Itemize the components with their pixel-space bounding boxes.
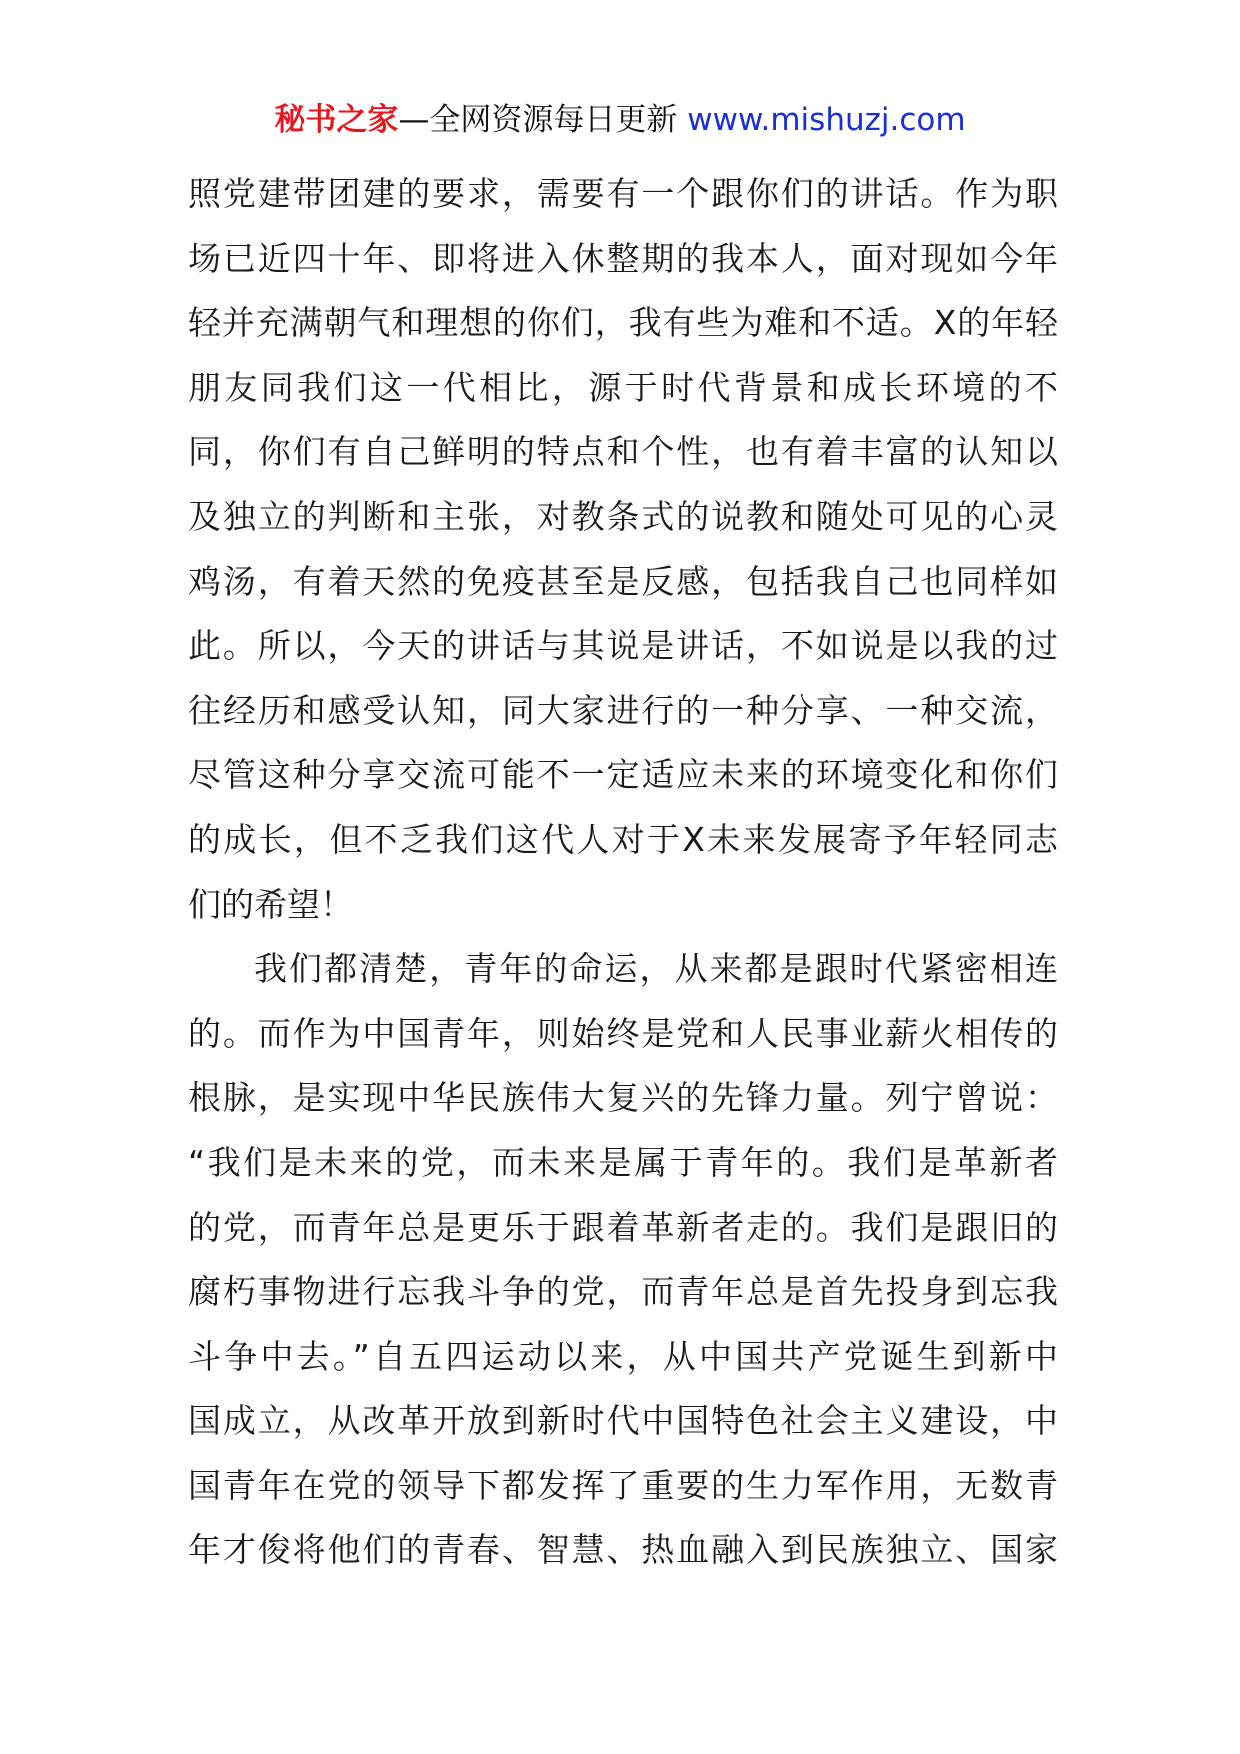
text-line: 的。而作为中国青年，则始终是党和人民事业薪火相传的: [188, 1013, 1058, 1053]
text-line: 鸡汤，有着天然的免疫甚至是反感，包括我自己也同样如: [188, 561, 1058, 601]
text-line: 照党建带团建的要求，需要有一个跟你们的讲话。作为职: [188, 174, 1058, 213]
site-header: [0, 100, 1240, 140]
text-line: 同，你们有自己鲜明的特点和个性，也有着丰富的认知以: [188, 432, 1058, 472]
site-tagline: —全网资源每日更新: [398, 102, 678, 138]
text-line: 场已近四十年、即将进入休整期的我本人，面对现如今年: [188, 238, 1058, 278]
text-line: 国青年在党的领导下都发挥了重要的生力军作用，无数青: [188, 1465, 1058, 1505]
text-line: 根脉，是实现中华民族伟大复兴的先锋力量。列宁曾说：: [188, 1078, 1058, 1118]
paragraph-1: [188, 162, 1058, 937]
text-line: 轻并充满朝气和理想的你们，我有些为难和不适。X的年轻: [188, 303, 1058, 343]
text-line: 的党，而青年总是更乐于跟着革新者走的。我们是跟旧的: [188, 1207, 1058, 1247]
text-line: 年才俊将他们的青春、智慧、热血融入到民族独立、国家: [188, 1530, 1058, 1570]
text-line: 腐朽事物进行忘我斗争的党，而青年总是首先投身到忘我: [188, 1272, 1058, 1312]
text-line: 们的希望！: [188, 884, 353, 924]
text-line: 往经历和感受认知，同大家进行的一种分享、一种交流，: [188, 690, 1058, 730]
document-body: [188, 162, 1058, 1583]
text-line: 国成立，从改革开放到新时代中国特色社会主义建设，中: [188, 1401, 1058, 1441]
site-brand: 秘书之家: [274, 102, 399, 138]
text-line: 斗争中去。”自五四运动以来，从中国共产党诞生到新中: [188, 1336, 1058, 1376]
text-line: 及独立的判断和主张，对教条式的说教和随处可见的心灵: [188, 496, 1058, 536]
text-line: 此。所以，今天的讲话与其说是讲话，不如说是以我的过: [188, 626, 1058, 666]
text-line: 的成长，但不乏我们这代人对于X未来发展寄予年轻同志: [188, 819, 1058, 859]
text-line: 朋友同我们这一代相比，源于时代背景和成长环境的不: [188, 367, 1058, 407]
text-line: 尽管这种分享交流可能不一定适应未来的环境变化和你们: [188, 755, 1058, 795]
site-url-link[interactable]: www.mishuzj.com: [687, 102, 966, 138]
text-line: 我们都清楚，青年的命运，从来都是跟时代紧密相连: [254, 949, 1058, 989]
text-line: “我们是未来的党，而未来是属于青年的。我们是革新者: [188, 1142, 1058, 1182]
paragraph-2: [188, 937, 1058, 1583]
